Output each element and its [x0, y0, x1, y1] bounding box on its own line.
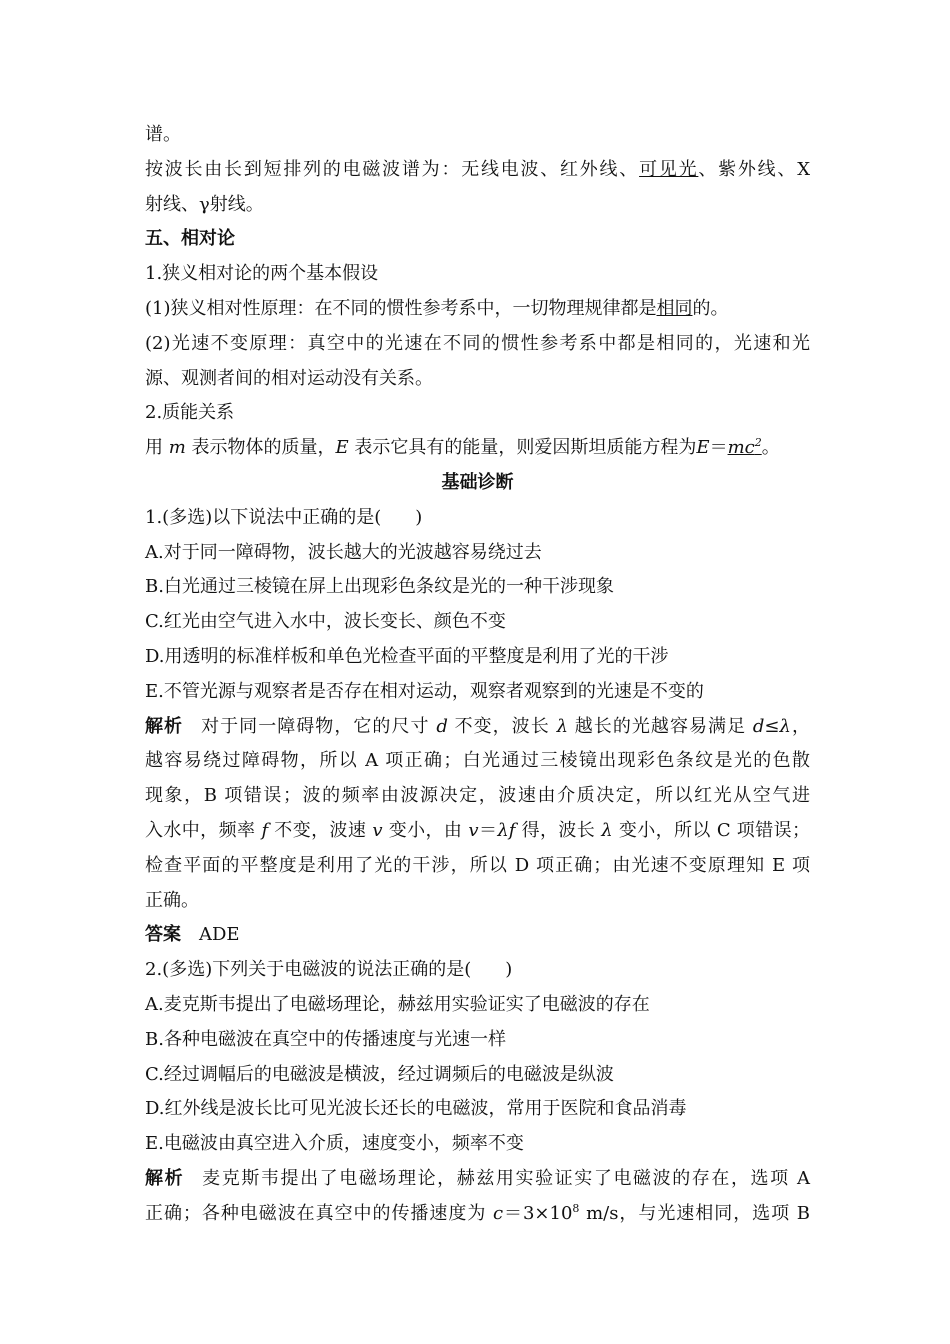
answer-label: 答案: [145, 924, 181, 946]
text-line: 源、观测者间的相对运动没有关系。: [145, 367, 433, 389]
analysis-line: 正确。: [145, 889, 199, 911]
text: 按波长由长到短排列的电磁波谱为：无线电波、红外线、: [145, 158, 640, 180]
text: ，: [790, 715, 810, 737]
text: 正确；各种电磁波在真空中的传播速度为: [145, 1202, 487, 1224]
diagnosis-title: 基础诊断: [441, 471, 514, 493]
text: 的。: [692, 297, 729, 319]
text: 谱。: [145, 124, 181, 145]
math-var: m: [168, 437, 186, 459]
option: E.不管光源与观察者是否存在相对运动，观察者观察到的光速是不变的: [145, 680, 704, 702]
text: ): [415, 506, 423, 528]
math-var: f: [261, 819, 269, 841]
math-var: E: [335, 437, 349, 459]
text: 越长的光越容易满足: [574, 715, 747, 737]
text: 变小，由: [388, 819, 463, 841]
text-line: (2)光速不变原理：真空中的光速在不同的惯性参考系中都是相同的，光速和光: [145, 332, 810, 354]
analysis-line: 现象，B 项错误；波的频率由波源决定，波速由介质决定，所以红光从空气进: [145, 785, 810, 807]
math-op: ≤: [764, 715, 780, 737]
option: C.红光由空气进入水中，波长变长、颜色不变: [145, 611, 506, 633]
math-var: v: [372, 819, 383, 841]
math-var: c: [492, 1202, 504, 1224]
math-var: mc: [727, 437, 755, 459]
subsection-title: 2.质能关系: [145, 402, 235, 424]
text: 表示物体的质量，: [191, 437, 336, 459]
text: 射线、γ射线。: [145, 193, 264, 215]
option: D.用透明的标准样板和单色光检查平面的平整度是利用了光的干涉: [145, 645, 669, 667]
text: 1.(多选)以下说法中正确的是(: [145, 506, 382, 528]
question-stem: [145, 501, 810, 536]
math-var: λf: [497, 819, 516, 841]
text-line: [145, 118, 810, 153]
option: A.对于同一障碍物，波长越大的光波越容易绕过去: [145, 541, 542, 563]
math-op: ＝: [709, 437, 728, 459]
text: 入水中，频率: [145, 819, 256, 841]
text: ): [505, 959, 513, 981]
option: B.白光通过三棱镜在屏上出现彩色条纹是光的一种干涉现象: [145, 576, 614, 598]
superscript: 8: [572, 1201, 580, 1215]
text: 。: [761, 437, 780, 459]
analysis-label: 解析: [145, 1167, 185, 1189]
text-line: [145, 188, 810, 223]
math-var: d: [436, 715, 448, 737]
math-op: ＝3×10: [503, 1202, 573, 1224]
option: C.经过调幅后的电磁波是横波，经过调频后的电磁波是纵波: [145, 1063, 614, 1085]
math-expr: [493, 1203, 579, 1224]
document-page: [145, 118, 810, 1232]
math-expr: [753, 716, 810, 737]
math-var: λ: [601, 819, 613, 841]
superscript: 2: [754, 436, 762, 450]
math-var: λ: [556, 715, 568, 737]
text: m/s，与光速相同，选项 B: [579, 1202, 810, 1224]
underlined-answer: 相同: [656, 297, 693, 319]
analysis-line: [145, 814, 810, 849]
question-stem: [145, 953, 810, 988]
text: 麦克斯韦提出了电磁场理论，赫兹用实验证实了电磁波的存在，选项 A: [202, 1167, 811, 1189]
analysis-line: 越容易绕过障碍物，所以 A 项正确；白光通过三棱镜出现彩色条纹是光的色散: [145, 750, 810, 772]
text: 用: [145, 437, 163, 459]
text-line: [145, 153, 810, 188]
text: 不变，波速: [274, 819, 367, 841]
math-var: v: [468, 819, 479, 841]
math-expr: [468, 820, 515, 841]
text: 得，波长: [521, 819, 596, 841]
text: (1)狭义相对性原理：在不同的惯性参考系中，一切物理规律都是: [145, 297, 657, 319]
subsection-title: 1.狭义相对论的两个基本假设: [145, 263, 379, 285]
answer-value: ADE: [199, 924, 240, 946]
underlined-answer: 可见光: [639, 158, 699, 180]
math-var: E: [696, 437, 710, 459]
analysis-line: [145, 710, 810, 745]
section-heading: 五、相对论: [145, 228, 235, 250]
analysis-line: 检查平面的平整度是利用了光的干涉，所以 D 项正确；由光速不变原理知 E 项: [145, 854, 810, 876]
underlined-answer: [728, 437, 762, 458]
text: 、紫外线、X: [698, 158, 811, 180]
option: A.麦克斯韦提出了电磁场理论，赫兹用实验证实了电磁波的存在: [145, 993, 650, 1015]
analysis-label: 解析: [145, 715, 184, 737]
option: B.各种电磁波在真空中的传播速度与光速一样: [145, 1028, 506, 1050]
text: 不变，波长: [454, 715, 550, 737]
text-line: [145, 431, 810, 466]
text: 变小，所以 C 项错误；: [618, 819, 810, 841]
analysis-line: [145, 1197, 810, 1232]
answer-line: [145, 918, 810, 953]
text: 2.(多选)下列关于电磁波的说法正确的是(: [145, 959, 472, 981]
option: D.红外线是波长比可见光波长还长的电磁波，常用于医院和食品消毒: [145, 1098, 687, 1120]
text: 表示它具有的能量，则爱因斯坦质能方程为: [354, 437, 697, 459]
text-line: [145, 292, 810, 327]
math-var: d: [752, 715, 765, 737]
option: E.电磁波由真空进入介质，速度变小，频率不变: [145, 1133, 524, 1155]
math-op: ＝: [478, 819, 498, 841]
analysis-line: [145, 1162, 810, 1197]
text: 对于同一障碍物，它的尺寸: [201, 715, 430, 737]
math-var: λ: [779, 715, 791, 737]
